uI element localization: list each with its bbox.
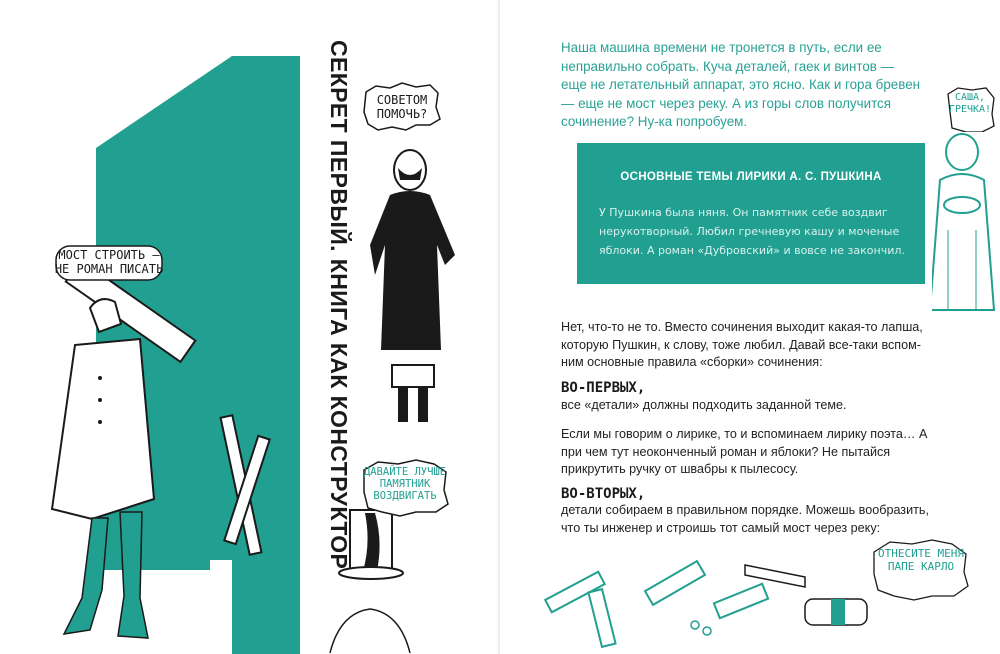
chapter-title: СЕКРЕТ ПЕРВЫЙ. КНИГА КАК КОНСТРУКТОР bbox=[326, 40, 352, 570]
box-text: У Пушкина была няня. Он памятник себе воздвиг нерукотворный. Любил гречневую кашу и моченые яблоки. А роман «Дубровский» и вовсе не закончил. bbox=[599, 206, 905, 257]
paragraph-noodles: Нет, что-то не то. Вместо сочинения выходит какая-то лапша, которую Пушкин, к слову, тоже любил. Давай все-таки вспомним основные правила «сборки» сочинения: bbox=[561, 320, 923, 369]
chapter-number-glyph bbox=[0, 0, 1, 1]
paragraph-order: детали собираем в правильном порядке. Можешь вообразить, что ты инженер и строишь тот самый мост через реку: bbox=[561, 503, 929, 535]
pushkin-topics-box bbox=[577, 143, 925, 284]
heading-second: ВО-ВТОРЫХ, bbox=[561, 486, 646, 502]
paragraph-theme: все «детали» должны подходить заданной теме. bbox=[561, 398, 847, 412]
paragraph-lyrics: Если мы говорим о лирике, то и вспоминаем лирику поэта… А при чем тут неоконченный роман и яблоки? Не пытайся прикрутить ручку от швабры к пылесосу. bbox=[561, 427, 928, 476]
pushkin-illustration bbox=[40, 250, 210, 654]
speech-bubble-advise bbox=[360, 82, 444, 122]
chapter-title-vertical bbox=[312, 40, 352, 640]
nanny-with-porridge-illustration bbox=[932, 120, 1000, 320]
speech-bubble-karlo bbox=[868, 538, 974, 573]
bridge-parts-illustration bbox=[535, 545, 905, 654]
bubble-monument-text: ДАВАЙТЕ ЛУЧШЕ ПАМЯТНИК ВОЗДВИГАТЬ bbox=[363, 466, 447, 503]
box-title: ОСНОВНЫЕ ТЕМЫ ЛИРИКИ А. С. ПУШКИНА bbox=[620, 171, 882, 183]
bubble-advise-text: СОВЕТОМ ПОМОЧЬ? bbox=[376, 93, 428, 121]
bubble-sasha-text: САША, ГРЕЧКА! bbox=[948, 92, 992, 115]
speech-bubble-bridge bbox=[54, 244, 164, 277]
speech-bubble-sasha bbox=[944, 84, 996, 115]
speech-bubble-monument bbox=[360, 458, 450, 502]
right-page bbox=[500, 0, 1000, 654]
bubble-karlo-text: ОТНЕСИТЕ МЕНЯ ПАПЕ КАРЛО bbox=[877, 547, 965, 573]
heading-first: ВО-ПЕРВЫХ, bbox=[561, 380, 646, 396]
crossed-planks-illustration bbox=[215, 410, 275, 560]
bubble-bridge-text: МОСТ СТРОИТЬ — НЕ РОМАН ПИСАТЬ bbox=[54, 248, 164, 276]
man-in-black-coat-illustration bbox=[370, 140, 480, 430]
intro-paragraph: Наша машина времени не тронется в путь, если ее неправильно собрать. Куча деталей, гаек и винтов — еще не летательный аппарат, это ясно. Как и гора бревен — еще не мост через реку. А из горы слов получится сочинение? Ну-ка попробуем. bbox=[561, 40, 921, 129]
